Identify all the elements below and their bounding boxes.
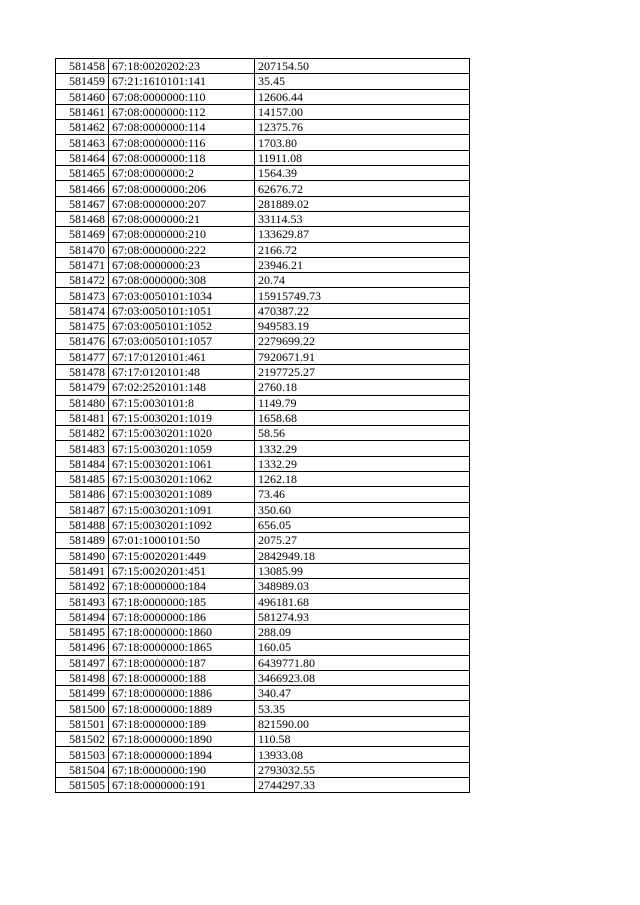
- table-row: [56, 686, 470, 701]
- value-cell: 350.60: [255, 502, 470, 517]
- row-id-cell: 581485: [56, 472, 109, 487]
- cadastral-number-cell: 67:15:0030101:8: [109, 395, 255, 410]
- value-cell: 11911.08: [255, 150, 470, 165]
- table-row: [56, 181, 470, 196]
- table-row: [56, 288, 470, 303]
- value-cell: 1332.29: [255, 456, 470, 471]
- row-id-cell: 581483: [56, 441, 109, 456]
- table-row: [56, 349, 470, 364]
- table-row: [56, 716, 470, 731]
- row-id-cell: 581496: [56, 640, 109, 655]
- cadastral-number-cell: 67:18:0000000:189: [109, 716, 255, 731]
- value-cell: 3466923.08: [255, 670, 470, 685]
- table-row: [56, 380, 470, 395]
- value-cell: 1149.79: [255, 395, 470, 410]
- value-cell: 110.58: [255, 732, 470, 747]
- cadastral-number-cell: 67:08:0000000:206: [109, 181, 255, 196]
- row-id-cell: 581469: [56, 227, 109, 242]
- cadastral-number-cell: 67:18:0000000:191: [109, 777, 255, 792]
- cadastral-number-cell: 67:08:0000000:2: [109, 166, 255, 181]
- row-id-cell: 581495: [56, 624, 109, 639]
- value-cell: 2842949.18: [255, 548, 470, 563]
- value-cell: 23946.21: [255, 257, 470, 272]
- table-row: [56, 364, 470, 379]
- cadastral-number-cell: 67:15:0030201:1092: [109, 517, 255, 532]
- row-id-cell: 581468: [56, 211, 109, 226]
- value-cell: 496181.68: [255, 594, 470, 609]
- value-cell: 2197725.27: [255, 364, 470, 379]
- value-cell: 2075.27: [255, 533, 470, 548]
- row-id-cell: 581486: [56, 487, 109, 502]
- value-cell: 2279699.22: [255, 334, 470, 349]
- table-row: [56, 579, 470, 594]
- table-row: [56, 517, 470, 532]
- value-cell: 656.05: [255, 517, 470, 532]
- table-row: [56, 533, 470, 548]
- row-id-cell: 581499: [56, 686, 109, 701]
- row-id-cell: 581461: [56, 104, 109, 119]
- cadastral-number-cell: 67:03:0050101:1057: [109, 334, 255, 349]
- row-id-cell: 581505: [56, 777, 109, 792]
- cadastral-number-cell: 67:18:0000000:1886: [109, 686, 255, 701]
- table-row: [56, 257, 470, 272]
- row-id-cell: 581493: [56, 594, 109, 609]
- table-row: [56, 59, 470, 74]
- cadastral-number-cell: 67:08:0000000:210: [109, 227, 255, 242]
- row-id-cell: 581472: [56, 273, 109, 288]
- table-row: [56, 89, 470, 104]
- table-row: [56, 624, 470, 639]
- value-cell: 33114.53: [255, 211, 470, 226]
- value-cell: 1703.80: [255, 135, 470, 150]
- cadastral-number-cell: 67:08:0000000:110: [109, 89, 255, 104]
- value-cell: 1564.39: [255, 166, 470, 181]
- row-id-cell: 581488: [56, 517, 109, 532]
- table-row: [56, 150, 470, 165]
- table-row: [56, 135, 470, 150]
- cadastral-number-cell: 67:18:0020202:23: [109, 59, 255, 74]
- table-row: [56, 426, 470, 441]
- value-cell: 207154.50: [255, 59, 470, 74]
- data-table: [55, 58, 470, 793]
- value-cell: 133629.87: [255, 227, 470, 242]
- table-row: [56, 548, 470, 563]
- row-id-cell: 581465: [56, 166, 109, 181]
- value-cell: 1332.29: [255, 441, 470, 456]
- row-id-cell: 581470: [56, 242, 109, 257]
- row-id-cell: 581467: [56, 196, 109, 211]
- cadastral-number-cell: 67:08:0000000:118: [109, 150, 255, 165]
- row-id-cell: 581476: [56, 334, 109, 349]
- row-id-cell: 581459: [56, 74, 109, 89]
- cadastral-number-cell: 67:08:0000000:23: [109, 257, 255, 272]
- value-cell: 7920671.91: [255, 349, 470, 364]
- value-cell: 340.47: [255, 686, 470, 701]
- table-row: [56, 502, 470, 517]
- value-cell: 35.45: [255, 74, 470, 89]
- cadastral-number-cell: 67:03:0050101:1051: [109, 303, 255, 318]
- table-row: [56, 303, 470, 318]
- value-cell: 821590.00: [255, 716, 470, 731]
- row-id-cell: 581504: [56, 762, 109, 777]
- cadastral-number-cell: 67:08:0000000:114: [109, 120, 255, 135]
- value-cell: 160.05: [255, 640, 470, 655]
- cadastral-number-cell: 67:15:0030201:1091: [109, 502, 255, 517]
- table-row: [56, 732, 470, 747]
- value-cell: 20.74: [255, 273, 470, 288]
- table-row: [56, 395, 470, 410]
- row-id-cell: 581466: [56, 181, 109, 196]
- row-id-cell: 581481: [56, 410, 109, 425]
- cadastral-number-cell: 67:15:0030201:1020: [109, 426, 255, 441]
- row-id-cell: 581494: [56, 609, 109, 624]
- cadastral-number-cell: 67:02:2520101:148: [109, 380, 255, 395]
- value-cell: 13085.99: [255, 563, 470, 578]
- table-row: [56, 563, 470, 578]
- cadastral-number-cell: 67:18:0000000:188: [109, 670, 255, 685]
- value-cell: 58.56: [255, 426, 470, 441]
- row-id-cell: 581462: [56, 120, 109, 135]
- table-row: [56, 487, 470, 502]
- table-body: [56, 59, 470, 793]
- value-cell: 949583.19: [255, 319, 470, 334]
- table-row: [56, 410, 470, 425]
- cadastral-number-cell: 67:18:0000000:186: [109, 609, 255, 624]
- value-cell: 348989.03: [255, 579, 470, 594]
- table-row: [56, 242, 470, 257]
- cadastral-number-cell: 67:15:0030201:1062: [109, 472, 255, 487]
- value-cell: 1658.68: [255, 410, 470, 425]
- row-id-cell: 581487: [56, 502, 109, 517]
- value-cell: 1262.18: [255, 472, 470, 487]
- cadastral-number-cell: 67:15:0030201:1059: [109, 441, 255, 456]
- cadastral-number-cell: 67:08:0000000:308: [109, 273, 255, 288]
- cadastral-number-cell: 67:18:0000000:185: [109, 594, 255, 609]
- row-id-cell: 581477: [56, 349, 109, 364]
- table-row: [56, 655, 470, 670]
- cadastral-number-cell: 67:08:0000000:222: [109, 242, 255, 257]
- cadastral-number-cell: 67:08:0000000:116: [109, 135, 255, 150]
- value-cell: 53.35: [255, 701, 470, 716]
- table-row: [56, 273, 470, 288]
- value-cell: 288.09: [255, 624, 470, 639]
- cadastral-number-cell: 67:15:0020201:451: [109, 563, 255, 578]
- value-cell: 15915749.73: [255, 288, 470, 303]
- value-cell: 581274.93: [255, 609, 470, 624]
- table-row: [56, 609, 470, 624]
- row-id-cell: 581479: [56, 380, 109, 395]
- value-cell: 12606.44: [255, 89, 470, 104]
- row-id-cell: 581478: [56, 364, 109, 379]
- row-id-cell: 581484: [56, 456, 109, 471]
- row-id-cell: 581501: [56, 716, 109, 731]
- table-row: [56, 640, 470, 655]
- cadastral-number-cell: 67:08:0000000:207: [109, 196, 255, 211]
- table-row: [56, 456, 470, 471]
- cadastral-number-cell: 67:03:0050101:1052: [109, 319, 255, 334]
- table-row: [56, 74, 470, 89]
- value-cell: 12375.76: [255, 120, 470, 135]
- cadastral-number-cell: 67:08:0000000:21: [109, 211, 255, 226]
- row-id-cell: 581490: [56, 548, 109, 563]
- row-id-cell: 581491: [56, 563, 109, 578]
- value-cell: 14157.00: [255, 104, 470, 119]
- row-id-cell: 581492: [56, 579, 109, 594]
- row-id-cell: 581482: [56, 426, 109, 441]
- table-row: [56, 334, 470, 349]
- row-id-cell: 581471: [56, 257, 109, 272]
- cadastral-number-cell: 67:03:0050101:1034: [109, 288, 255, 303]
- cadastral-number-cell: 67:18:0000000:1860: [109, 624, 255, 639]
- cadastral-number-cell: 67:18:0000000:1865: [109, 640, 255, 655]
- table-row: [56, 166, 470, 181]
- row-id-cell: 581475: [56, 319, 109, 334]
- cadastral-number-cell: 67:18:0000000:1889: [109, 701, 255, 716]
- row-id-cell: 581458: [56, 59, 109, 74]
- table-row: [56, 120, 470, 135]
- row-id-cell: 581463: [56, 135, 109, 150]
- cadastral-number-cell: 67:15:0020201:449: [109, 548, 255, 563]
- table-row: [56, 319, 470, 334]
- table-row: [56, 104, 470, 119]
- row-id-cell: 581480: [56, 395, 109, 410]
- table-row: [56, 211, 470, 226]
- cadastral-number-cell: 67:15:0030201:1019: [109, 410, 255, 425]
- value-cell: 2744297.33: [255, 777, 470, 792]
- cadastral-number-cell: 67:01:1000101:50: [109, 533, 255, 548]
- cadastral-number-cell: 67:15:0030201:1089: [109, 487, 255, 502]
- cadastral-number-cell: 67:18:0000000:1890: [109, 732, 255, 747]
- cadastral-number-cell: 67:17:0120101:48: [109, 364, 255, 379]
- table-row: [56, 227, 470, 242]
- row-id-cell: 581464: [56, 150, 109, 165]
- table-row: [56, 701, 470, 716]
- value-cell: 62676.72: [255, 181, 470, 196]
- row-id-cell: 581498: [56, 670, 109, 685]
- table-row: [56, 594, 470, 609]
- row-id-cell: 581489: [56, 533, 109, 548]
- value-cell: 73.46: [255, 487, 470, 502]
- row-id-cell: 581497: [56, 655, 109, 670]
- row-id-cell: 581473: [56, 288, 109, 303]
- table-row: [56, 747, 470, 762]
- value-cell: 2166.72: [255, 242, 470, 257]
- value-cell: 2793032.55: [255, 762, 470, 777]
- row-id-cell: 581460: [56, 89, 109, 104]
- cadastral-number-cell: 67:18:0000000:187: [109, 655, 255, 670]
- table-row: [56, 670, 470, 685]
- table-row: [56, 441, 470, 456]
- value-cell: 13933.08: [255, 747, 470, 762]
- value-cell: 2760.18: [255, 380, 470, 395]
- cadastral-number-cell: 67:15:0030201:1061: [109, 456, 255, 471]
- table-row: [56, 472, 470, 487]
- value-cell: 281889.02: [255, 196, 470, 211]
- row-id-cell: 581474: [56, 303, 109, 318]
- cadastral-number-cell: 67:17:0120101:461: [109, 349, 255, 364]
- cadastral-number-cell: 67:21:1610101:141: [109, 74, 255, 89]
- table-row: [56, 196, 470, 211]
- cadastral-number-cell: 67:18:0000000:184: [109, 579, 255, 594]
- table-row: [56, 762, 470, 777]
- row-id-cell: 581503: [56, 747, 109, 762]
- row-id-cell: 581500: [56, 701, 109, 716]
- value-cell: 470387.22: [255, 303, 470, 318]
- cadastral-number-cell: 67:18:0000000:190: [109, 762, 255, 777]
- cadastral-number-cell: 67:18:0000000:1894: [109, 747, 255, 762]
- value-cell: 6439771.80: [255, 655, 470, 670]
- table-row: [56, 777, 470, 792]
- row-id-cell: 581502: [56, 732, 109, 747]
- cadastral-number-cell: 67:08:0000000:112: [109, 104, 255, 119]
